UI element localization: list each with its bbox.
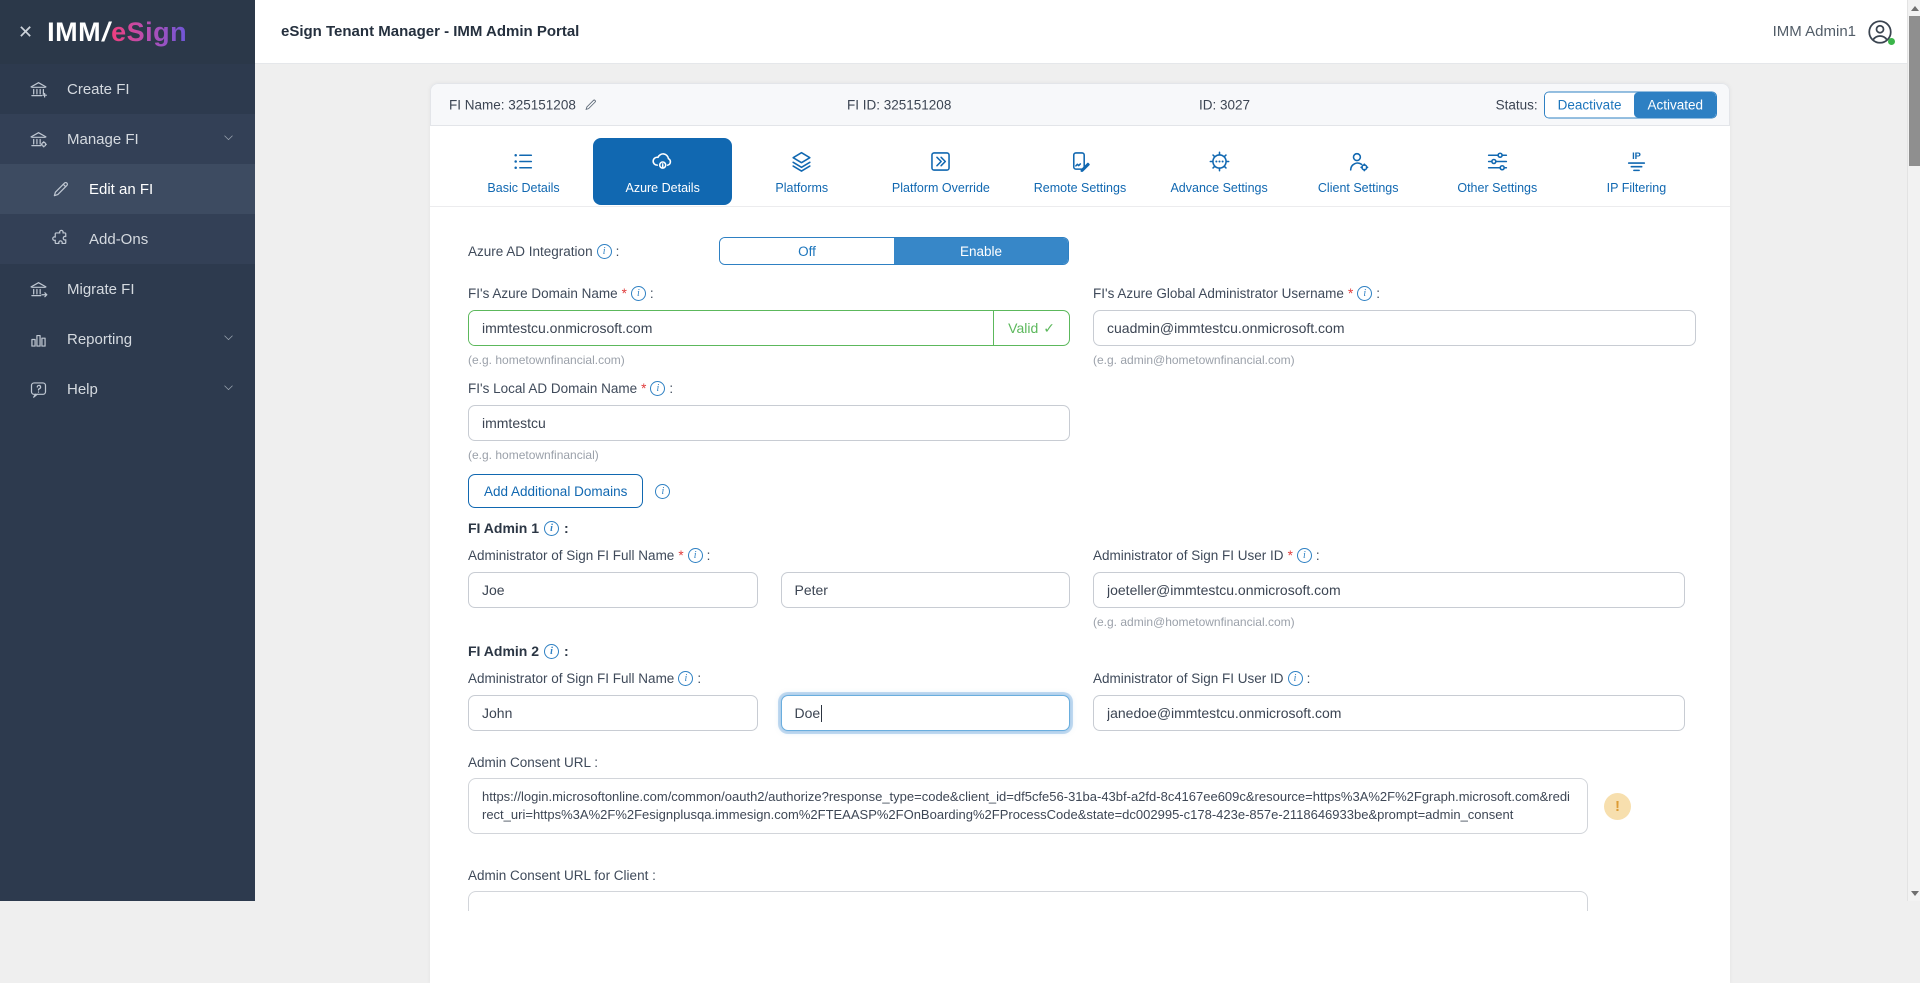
info-icon[interactable] — [655, 484, 670, 499]
add-additional-domains-button[interactable]: Add Additional Domains — [468, 474, 643, 508]
info-icon[interactable] — [544, 644, 559, 659]
global-admin-label: FI's Azure Global Administrator Username * i : — [1093, 286, 1696, 301]
close-menu-icon[interactable] — [18, 22, 33, 43]
azure-ad-integration-label: Azure AD Integration i : — [468, 244, 719, 259]
sidebar-item-label: Help — [67, 381, 98, 398]
top-bar — [255, 0, 1920, 64]
admin1-userid-helper: (e.g. admin@hometownfinancial.com) — [1093, 615, 1696, 629]
scroll-up-button[interactable] — [1908, 1, 1920, 15]
edit-fi-name-icon[interactable] — [583, 97, 598, 112]
info-icon[interactable] — [544, 521, 559, 536]
page-title: eSign Tenant Manager - IMM Admin Portal — [281, 23, 579, 40]
sidebar-item-edit-an-fi[interactable] — [0, 164, 255, 214]
tab-label: Other Settings — [1457, 181, 1537, 195]
logo-imm: IMM — [47, 17, 101, 47]
online-presence-dot — [1888, 38, 1895, 45]
fi-id-text: FI ID: 325151208 — [847, 97, 951, 112]
admin1-fullname-label: Administrator of Sign FI Full Name * i : — [468, 548, 1070, 563]
azure-domain-label: FI's Azure Domain Name * i : — [468, 286, 1070, 301]
valid-badge: Valid ✓ — [993, 311, 1069, 345]
record-id-text: ID: 3027 — [1199, 97, 1250, 112]
sliders-icon — [1485, 149, 1510, 174]
sidebar-logo-bar — [0, 0, 255, 64]
admin2-last-name-input[interactable]: Doe — [781, 695, 1071, 731]
info-icon[interactable] — [1288, 671, 1303, 686]
tab-label: Platform Override — [892, 181, 990, 195]
admin2-fullname-label: Administrator of Sign FI Full Name i : — [468, 671, 1070, 686]
tab-other-settings[interactable] — [1428, 138, 1567, 205]
logo-slash: / — [102, 17, 110, 47]
admin1-last-name-input[interactable] — [781, 572, 1071, 608]
tab-platform-override[interactable] — [871, 138, 1010, 205]
info-icon[interactable] — [1297, 548, 1312, 563]
sidebar-item-migrate-fi[interactable] — [0, 264, 255, 314]
svg-text:IP: IP — [1632, 150, 1641, 160]
vertical-scrollbar — [1907, 0, 1920, 901]
tab-platforms[interactable] — [732, 138, 871, 205]
info-icon[interactable] — [631, 286, 646, 301]
tab-label: Remote Settings — [1034, 181, 1126, 195]
info-icon[interactable] — [650, 381, 665, 396]
fi-admin1-heading: FI Admin 1 i : — [468, 520, 1696, 536]
tab-basic-details[interactable] — [454, 138, 593, 205]
admin2-first-name-input[interactable] — [468, 695, 758, 731]
main-area — [255, 64, 1920, 901]
tab-label: Azure Details — [625, 181, 699, 195]
box-forward-icon — [928, 149, 953, 174]
layers-icon — [789, 149, 814, 174]
ip-filter-icon — [1624, 149, 1649, 174]
info-icon[interactable] — [678, 671, 693, 686]
user-name: IMM Admin1 — [1773, 23, 1856, 40]
admin-consent-url-box[interactable]: https://login.microsoftonline.com/common/oauth2/authorize?response_type=code&client_id=df5cfe56-31ba-43bf-a2fd-8c4167ee609c&resource=https%3A%2F%2Fgraph.microsoft.com&redirect_uri=https%3A%2F%2Fesignplusqa.immesign.com%2FTEAASP%2FOnBoarding%2FProcessCode&state=dc002995-c178-423e-857e-2118646933be&prompt=admin_consent — [468, 778, 1588, 834]
cloud-info-icon — [650, 149, 675, 174]
tab-advance-settings[interactable] — [1150, 138, 1289, 205]
tab-azure-details[interactable] — [593, 138, 732, 205]
admin-consent-client-label: Admin Consent URL for Client : — [468, 868, 1696, 883]
chevron-down-icon — [222, 331, 235, 348]
tab-label: IP Filtering — [1607, 181, 1667, 195]
admin-consent-url-label: Admin Consent URL : — [468, 755, 1696, 770]
fi-detail-card — [430, 83, 1730, 983]
admin1-userid-field — [1093, 548, 1696, 629]
sidebar-group-manage-fi — [0, 114, 255, 264]
admin2-fullname-field — [468, 671, 1070, 731]
local-ad-helper: (e.g. hometownfinancial) — [468, 448, 1070, 462]
deactivate-button[interactable]: Deactivate — [1545, 92, 1635, 117]
tab-label: Client Settings — [1318, 181, 1399, 195]
info-icon[interactable] — [597, 244, 612, 259]
scroll-down-button[interactable] — [1908, 886, 1920, 900]
sidebar-item-label: Reporting — [67, 331, 132, 348]
status-label: Status: — [1496, 97, 1538, 112]
admin1-userid-input[interactable] — [1093, 572, 1685, 608]
tab-client-settings[interactable] — [1289, 138, 1428, 205]
tab-label: Advance Settings — [1170, 181, 1267, 195]
toggle-enable-button[interactable]: Enable — [894, 238, 1068, 264]
sidebar-item-help[interactable] — [0, 364, 255, 414]
azure-domain-input-wrap — [468, 310, 1070, 346]
chevron-down-icon — [222, 131, 235, 148]
text-cursor — [821, 705, 822, 722]
tab-ip-filtering[interactable] — [1567, 138, 1706, 205]
person-gear-icon — [1346, 149, 1371, 174]
sidebar-item-label: Migrate FI — [67, 281, 135, 298]
clipboard-pencil-icon — [1067, 149, 1092, 174]
info-icon[interactable] — [688, 548, 703, 563]
local-ad-field — [468, 381, 1070, 462]
bar-chart-icon — [28, 329, 49, 350]
tab-remote-settings[interactable] — [1010, 138, 1149, 205]
sidebar-item-label: Edit an FI — [89, 181, 153, 198]
sidebar-item-manage-fi[interactable] — [0, 114, 255, 164]
admin2-userid-field — [1093, 671, 1696, 731]
bank-plus-icon — [28, 79, 49, 100]
app-logo — [47, 17, 187, 48]
fi-name-text: FI Name: 325151208 — [449, 97, 576, 112]
admin2-userid-label: Administrator of Sign FI User ID i : — [1093, 671, 1696, 686]
pencil-icon — [50, 179, 71, 200]
scrollbar-thumb[interactable] — [1909, 16, 1920, 166]
azure-domain-input[interactable] — [469, 311, 993, 345]
gear-dots-icon — [1207, 149, 1232, 174]
list-icon — [511, 149, 536, 174]
sidebar-item-reporting[interactable] — [0, 314, 255, 364]
admin1-fullname-field — [468, 548, 1070, 629]
tab-label: Platforms — [775, 181, 828, 195]
help-bubble-icon — [28, 379, 49, 400]
admin1-first-name-input[interactable] — [468, 572, 758, 608]
sidebar-item-label: Manage FI — [67, 131, 139, 148]
bank-arrow-icon — [28, 279, 49, 300]
local-ad-input[interactable] — [468, 405, 1070, 441]
status-toggle — [1544, 91, 1717, 118]
local-ad-label: FI's Local AD Domain Name * i : — [468, 381, 1070, 396]
sidebar — [0, 0, 255, 901]
global-admin-field — [1093, 286, 1696, 367]
bank-gear-icon — [28, 129, 49, 150]
fi-info-bar — [430, 83, 1730, 126]
global-admin-input[interactable] — [1093, 310, 1696, 346]
chevron-down-icon — [222, 381, 235, 398]
fi-admin2-heading: FI Admin 2 i : — [468, 643, 1696, 659]
warning-icon[interactable] — [1604, 793, 1631, 820]
puzzle-icon — [50, 229, 71, 250]
sidebar-item-add-ons[interactable] — [0, 214, 255, 264]
info-icon[interactable] — [1357, 286, 1372, 301]
admin2-userid-input[interactable] — [1093, 695, 1685, 731]
user-avatar[interactable] — [1866, 18, 1894, 46]
sidebar-item-create-fi[interactable] — [0, 64, 255, 114]
azure-domain-helper: (e.g. hometownfinancial.com) — [468, 353, 1070, 367]
tab-label: Basic Details — [487, 181, 559, 195]
azure-domain-field — [468, 286, 1070, 367]
azure-details-form — [430, 207, 1730, 911]
admin1-userid-label: Administrator of Sign FI User ID * i : — [1093, 548, 1696, 563]
check-icon — [1043, 320, 1055, 337]
toggle-off-button[interactable]: Off — [720, 238, 894, 264]
tab-bar — [454, 138, 1706, 205]
admin-consent-client-input[interactable] — [468, 891, 1588, 911]
activated-button[interactable]: Activated — [1634, 92, 1716, 117]
sidebar-item-label: Add-Ons — [89, 231, 148, 248]
logo-esign: eSign — [111, 17, 187, 47]
global-admin-helper: (e.g. admin@hometownfinancial.com) — [1093, 353, 1696, 367]
sidebar-item-label: Create FI — [67, 81, 130, 98]
azure-ad-integration-toggle — [719, 237, 1069, 265]
